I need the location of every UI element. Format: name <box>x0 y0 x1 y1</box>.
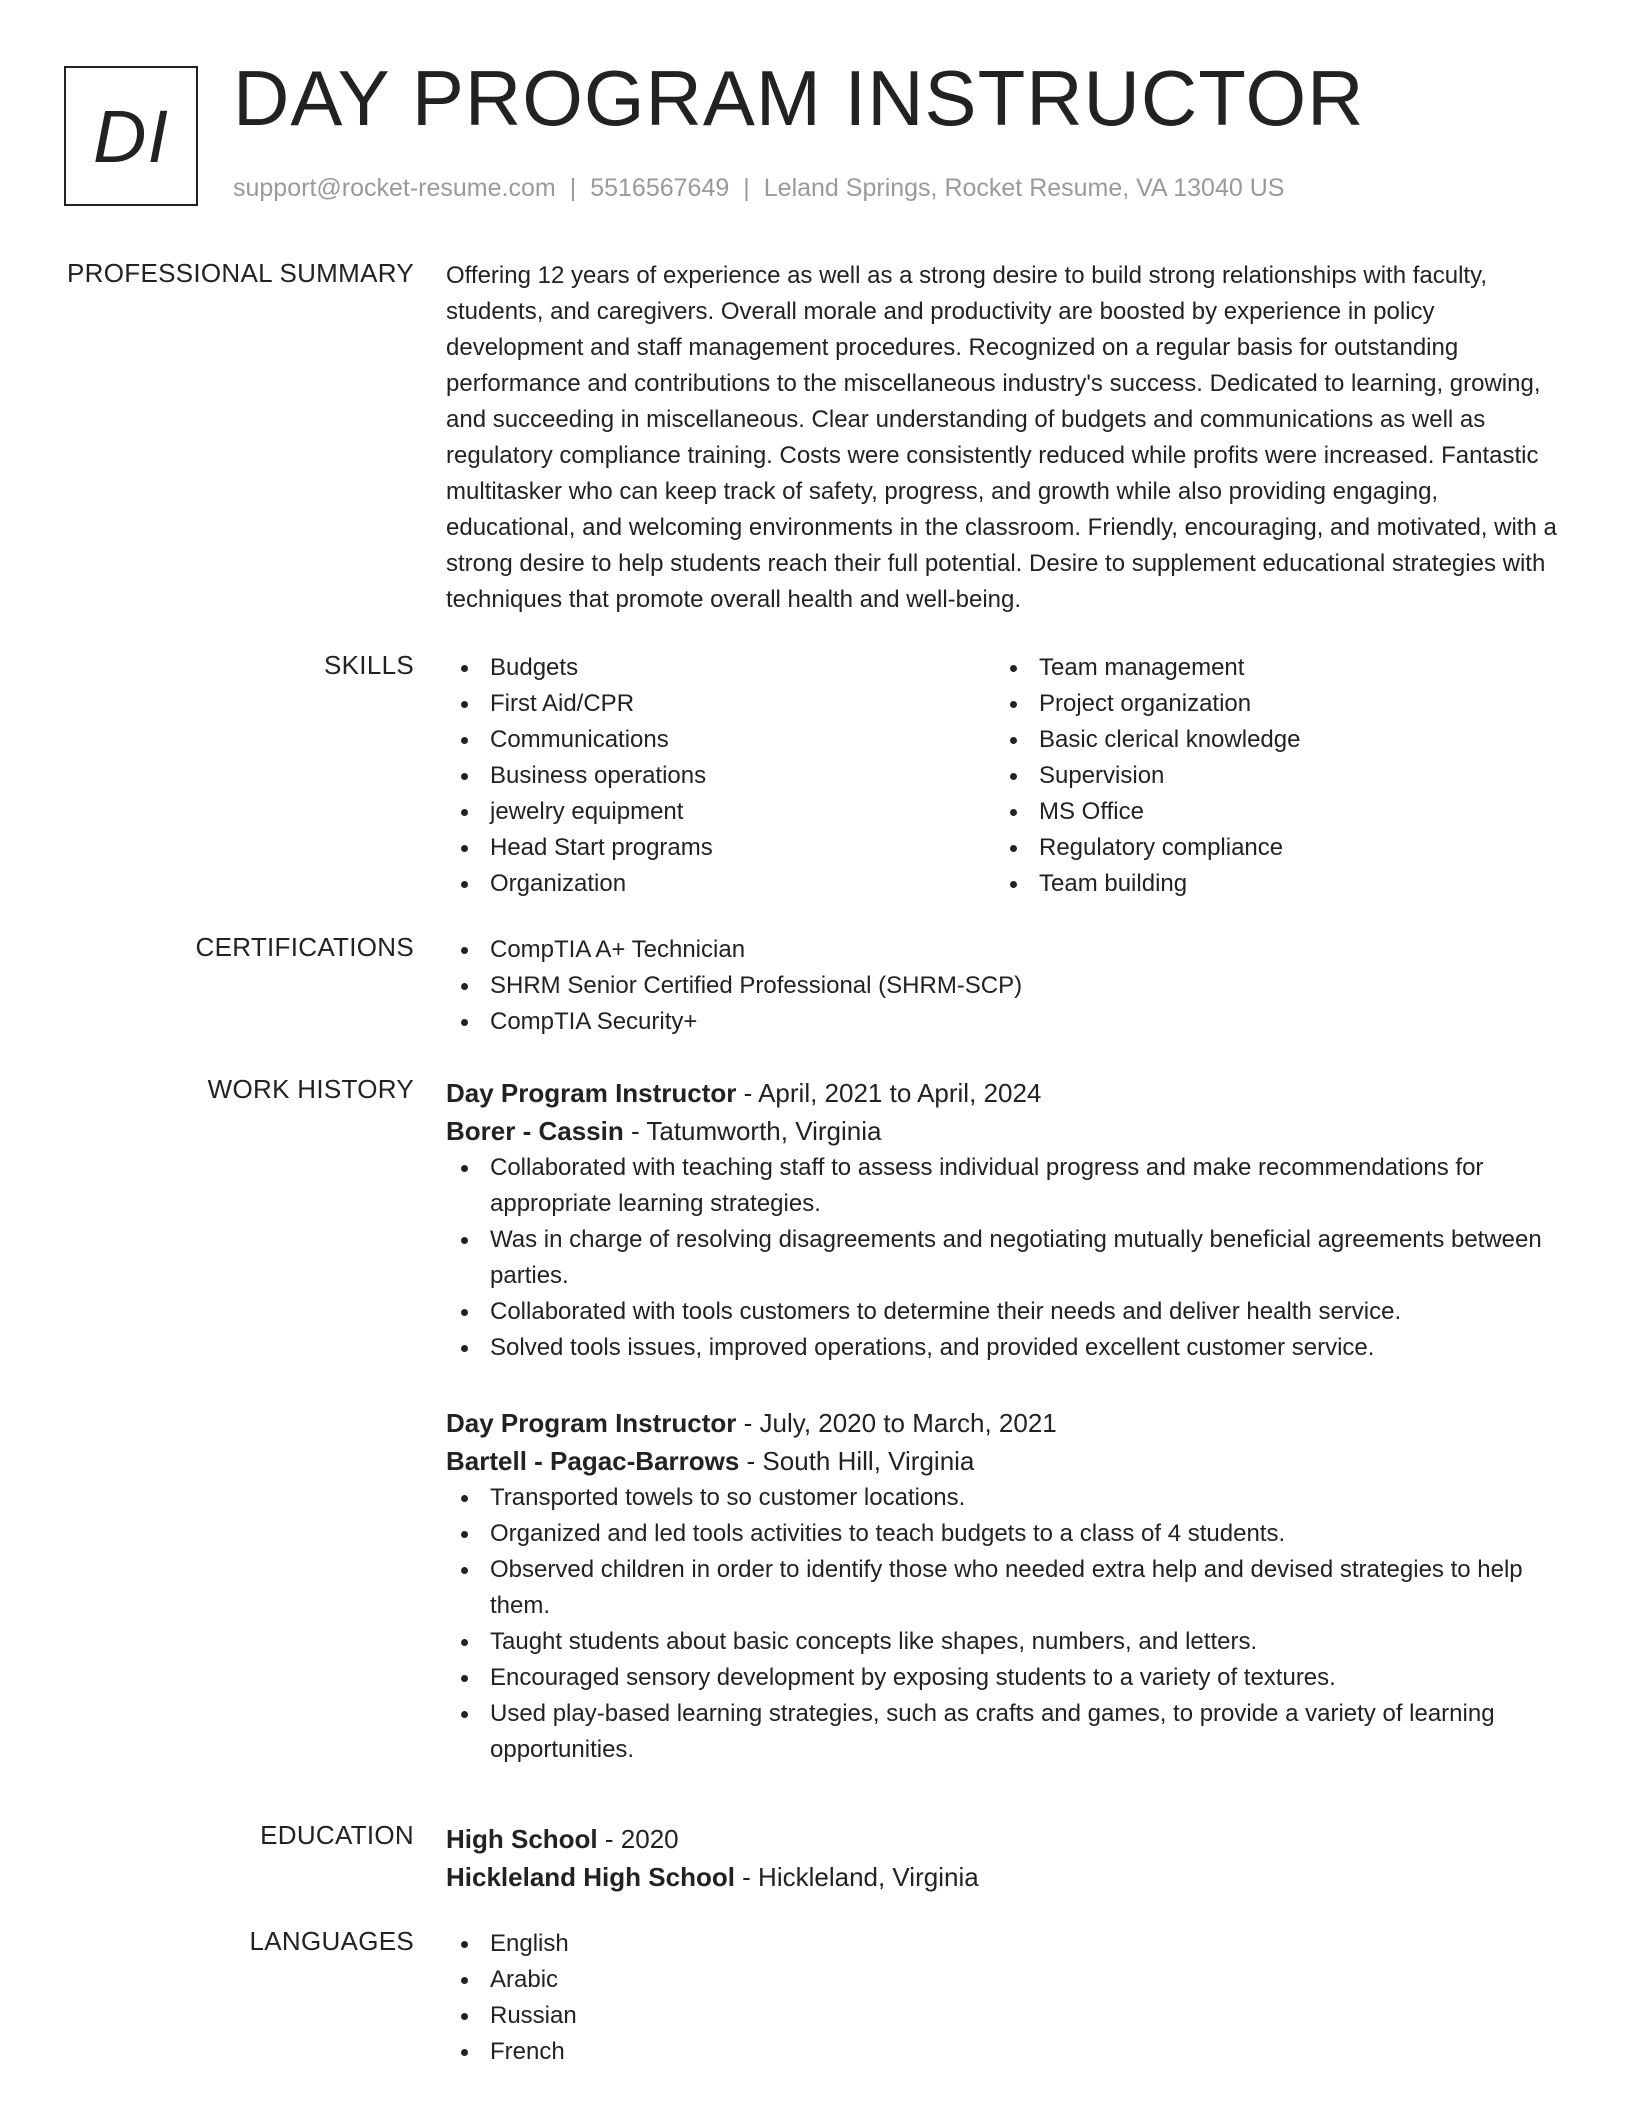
skill-item: Business operations <box>446 758 995 794</box>
education-degree-line <box>446 1820 1561 1858</box>
skill-item: Budgets <box>446 650 995 686</box>
skill-item: Team building <box>995 866 1544 902</box>
section-title-summary: PROFESSIONAL SUMMARY <box>67 258 414 288</box>
job-entry <box>446 1404 1561 1768</box>
candidate-title: DAY PROGRAM INSTRUCTOR <box>233 54 1365 142</box>
certifications-body <box>446 932 1561 1040</box>
job-duty: Collaborated with tools customers to determine their needs and deliver health service. <box>446 1294 1561 1330</box>
work-history-body <box>446 1074 1561 1806</box>
job-duties <box>446 1480 1561 1768</box>
education-school-line <box>446 1858 1561 1896</box>
skill-item: MS Office <box>995 794 1544 830</box>
education-body <box>446 1820 1561 1896</box>
languages-list <box>446 1926 1561 2070</box>
job-location: - Tatumworth, Virginia <box>623 1116 882 1146</box>
skill-item: Basic clerical knowledge <box>995 722 1544 758</box>
separator: | <box>569 174 577 202</box>
education-year: - 2020 <box>597 1824 679 1854</box>
skill-item: Supervision <box>995 758 1544 794</box>
job-company: Bartell - Pagac-Barrows <box>446 1446 740 1476</box>
skill-item: Organization <box>446 866 995 902</box>
language-item: Arabic <box>446 1962 1561 1998</box>
email-link[interactable]: support@rocket-resume.com <box>233 174 556 202</box>
section-title-languages: LANGUAGES <box>249 1926 414 1956</box>
summary-text: Offering 12 years of experience as well as a strong desire to build strong relationships with faculty, students, and caregivers. Overall morale and productivity are boosted by experience in policy development and staff management procedures. Recognized on a regular basis for outstanding performance and contributions to the miscellaneous industry's success. Dedicated to learning, growing, and succeeding in miscellaneous. Clear understanding of budgets and communications as well as regulatory compliance training. Costs were consistently reduced while profits were increased. Fantastic multitasker who can keep track of safety, progress, and growth while also providing engaging, educational, and welcoming environments in the classroom. Friendly, encouraging, and motivated, with a strong desire to help students reach their full potential. Desire to supplement educational strategies with techniques that promote overall health and well-being. <box>446 262 1557 613</box>
address: Leland Springs, Rocket Resume, VA 13040 US <box>763 174 1285 202</box>
languages-body <box>446 1926 1561 2070</box>
separator: | <box>743 174 750 202</box>
job-entry <box>446 1074 1561 1366</box>
skill-item: Project organization <box>995 686 1544 722</box>
section-title-education: EDUCATION <box>260 1820 414 1850</box>
job-duties <box>446 1150 1561 1366</box>
section-title-skills: SKILLS <box>324 650 414 680</box>
skill-item: Team management <box>995 650 1544 686</box>
summary-body <box>446 258 1561 618</box>
certifications-list <box>446 932 1561 1040</box>
job-company: Borer - Cassin <box>446 1116 624 1146</box>
skills-column-left <box>446 650 995 902</box>
section-title-certifications: CERTIFICATIONS <box>195 932 414 962</box>
language-item: French <box>446 2034 1561 2070</box>
job-duty: Was in charge of resolving disagreements and negotiating mutually beneficial agreements between parties. <box>446 1222 1561 1294</box>
education-school: Hickleland High School <box>446 1862 735 1892</box>
section-title-work-history: WORK HISTORY <box>207 1074 414 1104</box>
job-company-line <box>446 1112 1561 1150</box>
phone-number[interactable]: 5516567649 <box>590 174 730 202</box>
job-role-line <box>446 1074 1561 1112</box>
job-role: Day Program Instructor <box>446 1408 737 1438</box>
job-duty: Used play-based learning strategies, such as crafts and games, to provide a variety of learning opportunities. <box>446 1696 1561 1768</box>
education-location: - Hickleland, Virginia <box>734 1862 979 1892</box>
job-duty: Taught students about basic concepts like shapes, numbers, and letters. <box>446 1624 1561 1660</box>
certification-item: CompTIA A+ Technician <box>446 932 1561 968</box>
job-company-line <box>446 1442 1561 1480</box>
job-duty: Solved tools issues, improved operations, and provided excellent customer service. <box>446 1330 1561 1366</box>
monogram-badge: DI <box>64 66 198 206</box>
language-item: Russian <box>446 1998 1561 2034</box>
skill-item: Regulatory compliance <box>995 830 1544 866</box>
contact-line <box>233 174 1284 203</box>
job-duty: Encouraged sensory development by exposing students to a variety of textures. <box>446 1660 1561 1696</box>
skill-item: jewelry equipment <box>446 794 995 830</box>
job-location: - South Hill, Virginia <box>739 1446 975 1476</box>
job-dates: - April, 2021 to April, 2024 <box>736 1078 1042 1108</box>
skill-item: First Aid/CPR <box>446 686 995 722</box>
skills-list <box>446 650 1561 902</box>
skills-column-right <box>995 650 1544 902</box>
job-duty: Observed children in order to identify those who needed extra help and devised strategies to help them. <box>446 1552 1561 1624</box>
job-duty: Organized and led tools activities to teach budgets to a class of 4 students. <box>446 1516 1561 1552</box>
certification-item: SHRM Senior Certified Professional (SHRM-SCP) <box>446 968 1561 1004</box>
skill-item: Head Start programs <box>446 830 995 866</box>
job-duty: Transported towels to so customer locations. <box>446 1480 1561 1516</box>
job-role-line <box>446 1404 1561 1442</box>
skill-item: Communications <box>446 722 995 758</box>
job-duty: Collaborated with teaching staff to assess individual progress and make recommendations for appropriate learning strategies. <box>446 1150 1561 1222</box>
job-role: Day Program Instructor <box>446 1078 737 1108</box>
language-item: English <box>446 1926 1561 1962</box>
certification-item: CompTIA Security+ <box>446 1004 1561 1040</box>
education-degree: High School <box>446 1824 598 1854</box>
job-dates: - July, 2020 to March, 2021 <box>736 1408 1057 1438</box>
